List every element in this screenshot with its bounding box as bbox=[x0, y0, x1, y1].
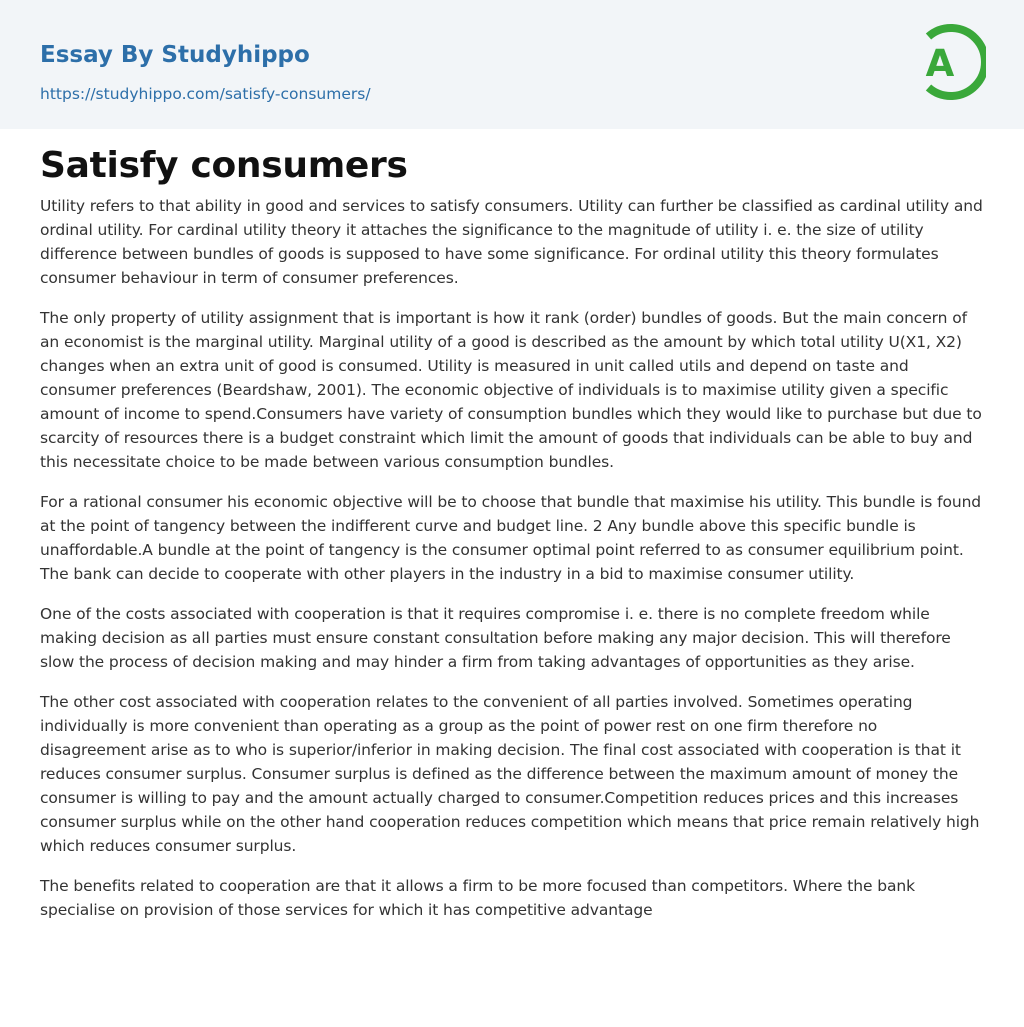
paragraph: The benefits related to cooperation are that it allows a firm to be more focused than competitors. Where the bank specialise on provision of those services for which it has competitive advantage bbox=[40, 877, 916, 919]
logo-letter: A bbox=[925, 42, 955, 85]
article-body bbox=[40, 194, 984, 938]
paragraph: Utility refers to that ability in good and services to satisfy consumers. Utility can further be classified as cardinal utility and ordinal utility. For cardinal utility theory it attaches the significance to the magnitude of utility i. e. the size of utility difference between bundles of goods is supposed to have some significance. For ordinal utility this theory formulates consumer behaviour in term of consumer preferences. bbox=[40, 197, 983, 287]
paragraph: For a rational consumer his economic objective will be to choose that bundle that maximise his utility. This bundle is found at the point of tangency between the indifferent curve and budget line. 2 Any bundle above this specific bundle is unaffordable.A bundle at the point of tangency is the consumer optimal point referred to as consumer equilibrium point. The bank can decide to cooperate with other players in the industry in a bid to maximise consumer utility. bbox=[40, 493, 982, 583]
paragraph: The other cost associated with cooperation relates to the convenient of all parties involved. Sometimes operating individually is more convenient than operating as a group as the point of power rest on one firm therefore no disagreement arise as to who is superior/inferior in making decision. The final cost associated with cooperation is that it reduces consumer surplus. Consumer surplus is defined as the difference between the maximum amount of money the consumer is willing to pay and the amount actually charged to consumer.Competition reduces prices and this increases consumer surplus while on the other hand cooperation reduces competition which means that price remain relatively high which reduces consumer surplus. bbox=[40, 693, 980, 855]
page-title: Satisfy consumers bbox=[40, 145, 408, 186]
site-header bbox=[0, 0, 1024, 129]
studyhippo-logo-icon[interactable] bbox=[912, 19, 986, 105]
brand-title[interactable]: Essay By Studyhippo bbox=[40, 42, 310, 68]
article-url-link[interactable]: https://studyhippo.com/satisfy-consumers/ bbox=[40, 85, 371, 103]
paragraph: One of the costs associated with cooperation is that it requires compromise i. e. there is no complete freedom while making decision as all parties must ensure constant consultation before making any major decision. This will therefore slow the process of decision making and may hinder a firm from taking advantages of opportunities as they arise. bbox=[40, 605, 951, 671]
paragraph: The only property of utility assignment that is important is how it rank (order) bundles of goods. But the main concern of an economist is the marginal utility. Marginal utility of a good is described as the amount by which total utility U(X1, X2) changes when an extra unit of good is consumed. Utility is measured in unit called utils and depend on taste and consumer preferences (Beardshaw, 2001). The economic objective of individuals is to maximise utility given a specific amount of income to spend.Consumers have variety of consumption bundles which they would like to purchase but due to scarcity of resources there is a budget constraint which limit the amount of goods that individuals can be able to buy and this necessitate choice to be made between various consumption bundles. bbox=[40, 309, 982, 471]
